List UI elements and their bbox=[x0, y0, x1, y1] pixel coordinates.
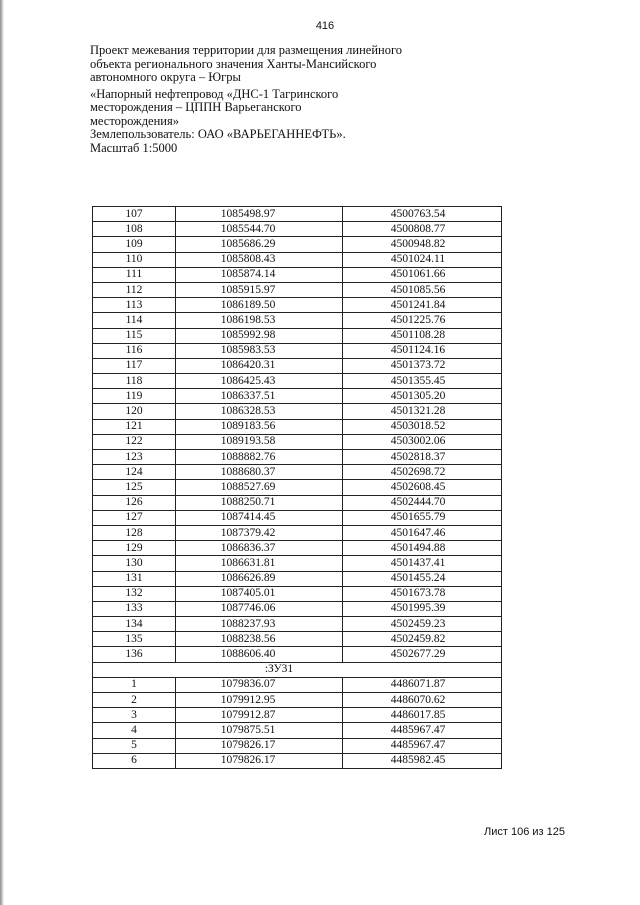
x-coordinate-cell: 1085915.97 bbox=[176, 282, 343, 297]
table-row bbox=[93, 738, 502, 753]
x-coordinate-cell: 1088606.40 bbox=[176, 647, 343, 662]
coordinates-table bbox=[92, 206, 502, 769]
point-number-cell: 125 bbox=[93, 480, 176, 495]
sheet-counter: Лист 106 из 125 bbox=[484, 826, 565, 838]
table-row bbox=[93, 465, 502, 480]
coordinates-table-body bbox=[93, 207, 502, 769]
table-row bbox=[93, 480, 502, 495]
y-coordinate-cell: 4502608.45 bbox=[343, 480, 502, 495]
point-number-cell: 2 bbox=[93, 693, 176, 708]
point-number-cell: 110 bbox=[93, 252, 176, 267]
table-row bbox=[93, 495, 502, 510]
point-number-cell: 113 bbox=[93, 298, 176, 313]
table-row bbox=[93, 358, 502, 373]
y-coordinate-cell: 4503018.52 bbox=[343, 419, 502, 434]
point-number-cell: 117 bbox=[93, 358, 176, 373]
table-row bbox=[93, 586, 502, 601]
y-coordinate-cell: 4501108.28 bbox=[343, 328, 502, 343]
y-coordinate-cell: 4502818.37 bbox=[343, 450, 502, 465]
table-row bbox=[93, 450, 502, 465]
point-number-cell: 126 bbox=[93, 495, 176, 510]
x-coordinate-cell: 1087379.42 bbox=[176, 525, 343, 540]
point-number-cell: 111 bbox=[93, 267, 176, 282]
table-row bbox=[93, 753, 502, 768]
y-coordinate-cell: 4501437.41 bbox=[343, 556, 502, 571]
table-row bbox=[93, 313, 502, 328]
table-row bbox=[93, 267, 502, 282]
x-coordinate-cell: 1085544.70 bbox=[176, 222, 343, 237]
point-number-cell: 119 bbox=[93, 389, 176, 404]
y-coordinate-cell: 4502698.72 bbox=[343, 465, 502, 480]
x-coordinate-cell: 1079826.17 bbox=[176, 753, 343, 768]
point-number-cell: 118 bbox=[93, 374, 176, 389]
x-coordinate-cell: 1085983.53 bbox=[176, 343, 343, 358]
y-coordinate-cell: 4501024.11 bbox=[343, 252, 502, 267]
point-number-cell: 112 bbox=[93, 282, 176, 297]
table-row bbox=[93, 647, 502, 662]
y-coordinate-cell: 4501321.28 bbox=[343, 404, 502, 419]
x-coordinate-cell: 1088250.71 bbox=[176, 495, 343, 510]
table-row bbox=[93, 525, 502, 540]
y-coordinate-cell: 4485967.47 bbox=[343, 738, 502, 753]
x-coordinate-cell: 1086189.50 bbox=[176, 298, 343, 313]
y-coordinate-cell: 4500808.77 bbox=[343, 222, 502, 237]
table-row bbox=[93, 328, 502, 343]
y-coordinate-cell: 4501655.79 bbox=[343, 510, 502, 525]
object-title-line: «Напорный нефтепровод «ДНС-1 Тагринского bbox=[90, 86, 339, 101]
document-header bbox=[90, 44, 420, 158]
point-number-cell: 135 bbox=[93, 632, 176, 647]
x-coordinate-cell: 1088238.56 bbox=[176, 632, 343, 647]
y-coordinate-cell: 4502444.70 bbox=[343, 495, 502, 510]
table-row bbox=[93, 404, 502, 419]
point-number-cell: 115 bbox=[93, 328, 176, 343]
y-coordinate-cell: 4486070.62 bbox=[343, 693, 502, 708]
table-row bbox=[93, 237, 502, 252]
table-row bbox=[93, 693, 502, 708]
table-row bbox=[93, 632, 502, 647]
point-number-cell: 109 bbox=[93, 237, 176, 252]
point-number-cell: 122 bbox=[93, 434, 176, 449]
point-number-cell: 108 bbox=[93, 222, 176, 237]
x-coordinate-cell: 1088882.76 bbox=[176, 450, 343, 465]
x-coordinate-cell: 1085808.43 bbox=[176, 252, 343, 267]
y-coordinate-cell: 4503002.06 bbox=[343, 434, 502, 449]
point-number-cell: 129 bbox=[93, 541, 176, 556]
table-row bbox=[93, 601, 502, 616]
point-number-cell: 124 bbox=[93, 465, 176, 480]
y-coordinate-cell: 4501305.20 bbox=[343, 389, 502, 404]
x-coordinate-cell: 1079875.51 bbox=[176, 723, 343, 738]
table-row bbox=[93, 343, 502, 358]
section-row bbox=[93, 662, 502, 677]
point-number-cell: 114 bbox=[93, 313, 176, 328]
point-number-cell: 1 bbox=[93, 677, 176, 692]
table-row bbox=[93, 510, 502, 525]
table-row bbox=[93, 298, 502, 313]
point-number-cell: 130 bbox=[93, 556, 176, 571]
point-number-cell: 3 bbox=[93, 708, 176, 723]
point-number-cell: 121 bbox=[93, 419, 176, 434]
x-coordinate-cell: 1086337.51 bbox=[176, 389, 343, 404]
x-coordinate-cell: 1086198.53 bbox=[176, 313, 343, 328]
y-coordinate-cell: 4486017.85 bbox=[343, 708, 502, 723]
y-coordinate-cell: 4500948.82 bbox=[343, 237, 502, 252]
x-coordinate-cell: 1079826.17 bbox=[176, 738, 343, 753]
y-coordinate-cell: 4485967.47 bbox=[343, 723, 502, 738]
point-number-cell: 134 bbox=[93, 617, 176, 632]
x-coordinate-cell: 1079912.87 bbox=[176, 708, 343, 723]
table-row bbox=[93, 419, 502, 434]
table-row bbox=[93, 571, 502, 586]
x-coordinate-cell: 1086328.53 bbox=[176, 404, 343, 419]
point-number-cell: 127 bbox=[93, 510, 176, 525]
point-number-cell: 120 bbox=[93, 404, 176, 419]
page-number: 416 bbox=[315, 20, 335, 32]
x-coordinate-cell: 1085686.29 bbox=[176, 237, 343, 252]
y-coordinate-cell: 4501124.16 bbox=[343, 343, 502, 358]
x-coordinate-cell: 1086836.37 bbox=[176, 541, 343, 556]
table-row bbox=[93, 207, 502, 222]
point-number-cell: 136 bbox=[93, 647, 176, 662]
table-row bbox=[93, 374, 502, 389]
table-row bbox=[93, 252, 502, 267]
x-coordinate-cell: 1087746.06 bbox=[176, 601, 343, 616]
x-coordinate-cell: 1085992.98 bbox=[176, 328, 343, 343]
y-coordinate-cell: 4501373.72 bbox=[343, 358, 502, 373]
x-coordinate-cell: 1089193.58 bbox=[176, 434, 343, 449]
land-plot-label: :ЗУ31 bbox=[93, 662, 502, 677]
point-number-cell: 131 bbox=[93, 571, 176, 586]
y-coordinate-cell: 4501241.84 bbox=[343, 298, 502, 313]
y-coordinate-cell: 4500763.54 bbox=[343, 207, 502, 222]
y-coordinate-cell: 4502677.29 bbox=[343, 647, 502, 662]
x-coordinate-cell: 1086626.89 bbox=[176, 571, 343, 586]
land-user: Землепользователь: ОАО «ВАРЬЕГАННЕФТЬ». bbox=[90, 127, 346, 141]
table-row bbox=[93, 541, 502, 556]
x-coordinate-cell: 1087414.45 bbox=[176, 510, 343, 525]
point-number-cell: 4 bbox=[93, 723, 176, 738]
project-title bbox=[90, 44, 420, 85]
x-coordinate-cell: 1089183.56 bbox=[176, 419, 343, 434]
point-number-cell: 107 bbox=[93, 207, 176, 222]
table-row bbox=[93, 556, 502, 571]
table-row bbox=[93, 282, 502, 297]
project-title-line: автономного округа – Югры bbox=[90, 70, 241, 84]
y-coordinate-cell: 4501455.24 bbox=[343, 571, 502, 586]
y-coordinate-cell: 4501085.56 bbox=[343, 282, 502, 297]
table-row bbox=[93, 434, 502, 449]
x-coordinate-cell: 1085498.97 bbox=[176, 207, 343, 222]
x-coordinate-cell: 1088527.69 bbox=[176, 480, 343, 495]
table-row bbox=[93, 617, 502, 632]
y-coordinate-cell: 4501995.39 bbox=[343, 601, 502, 616]
x-coordinate-cell: 1088680.37 bbox=[176, 465, 343, 480]
point-number-cell: 128 bbox=[93, 525, 176, 540]
x-coordinate-cell: 1079836.07 bbox=[176, 677, 343, 692]
object-title-line: месторождения» bbox=[90, 113, 179, 128]
table-row bbox=[93, 677, 502, 692]
point-number-cell: 5 bbox=[93, 738, 176, 753]
y-coordinate-cell: 4501494.88 bbox=[343, 541, 502, 556]
table-row bbox=[93, 222, 502, 237]
x-coordinate-cell: 1086425.43 bbox=[176, 374, 343, 389]
map-scale: Масштаб 1:5000 bbox=[90, 140, 178, 155]
y-coordinate-cell: 4501061.66 bbox=[343, 267, 502, 282]
point-number-cell: 132 bbox=[93, 586, 176, 601]
table-row bbox=[93, 723, 502, 738]
point-number-cell: 123 bbox=[93, 450, 176, 465]
point-number-cell: 116 bbox=[93, 343, 176, 358]
scan-edge bbox=[0, 0, 4, 905]
table-row bbox=[93, 389, 502, 404]
x-coordinate-cell: 1087405.01 bbox=[176, 586, 343, 601]
object-title bbox=[90, 88, 420, 156]
y-coordinate-cell: 4485982.45 bbox=[343, 753, 502, 768]
x-coordinate-cell: 1088237.93 bbox=[176, 617, 343, 632]
table-row bbox=[93, 708, 502, 723]
object-title-line: месторождения – ЦППН Варьеганского bbox=[90, 100, 302, 114]
y-coordinate-cell: 4501225.76 bbox=[343, 313, 502, 328]
x-coordinate-cell: 1085874.14 bbox=[176, 267, 343, 282]
y-coordinate-cell: 4501673.78 bbox=[343, 586, 502, 601]
project-title-line: Проект межевания территории для размещения линейного bbox=[90, 43, 403, 57]
x-coordinate-cell: 1086631.81 bbox=[176, 556, 343, 571]
y-coordinate-cell: 4502459.23 bbox=[343, 617, 502, 632]
y-coordinate-cell: 4502459.82 bbox=[343, 632, 502, 647]
project-title-line: объекта регионального значения Ханты-Мансийского bbox=[90, 56, 377, 71]
x-coordinate-cell: 1086420.31 bbox=[176, 358, 343, 373]
y-coordinate-cell: 4501355.45 bbox=[343, 374, 502, 389]
point-number-cell: 133 bbox=[93, 601, 176, 616]
y-coordinate-cell: 4501647.46 bbox=[343, 525, 502, 540]
point-number-cell: 6 bbox=[93, 753, 176, 768]
y-coordinate-cell: 4486071.87 bbox=[343, 677, 502, 692]
x-coordinate-cell: 1079912.95 bbox=[176, 693, 343, 708]
